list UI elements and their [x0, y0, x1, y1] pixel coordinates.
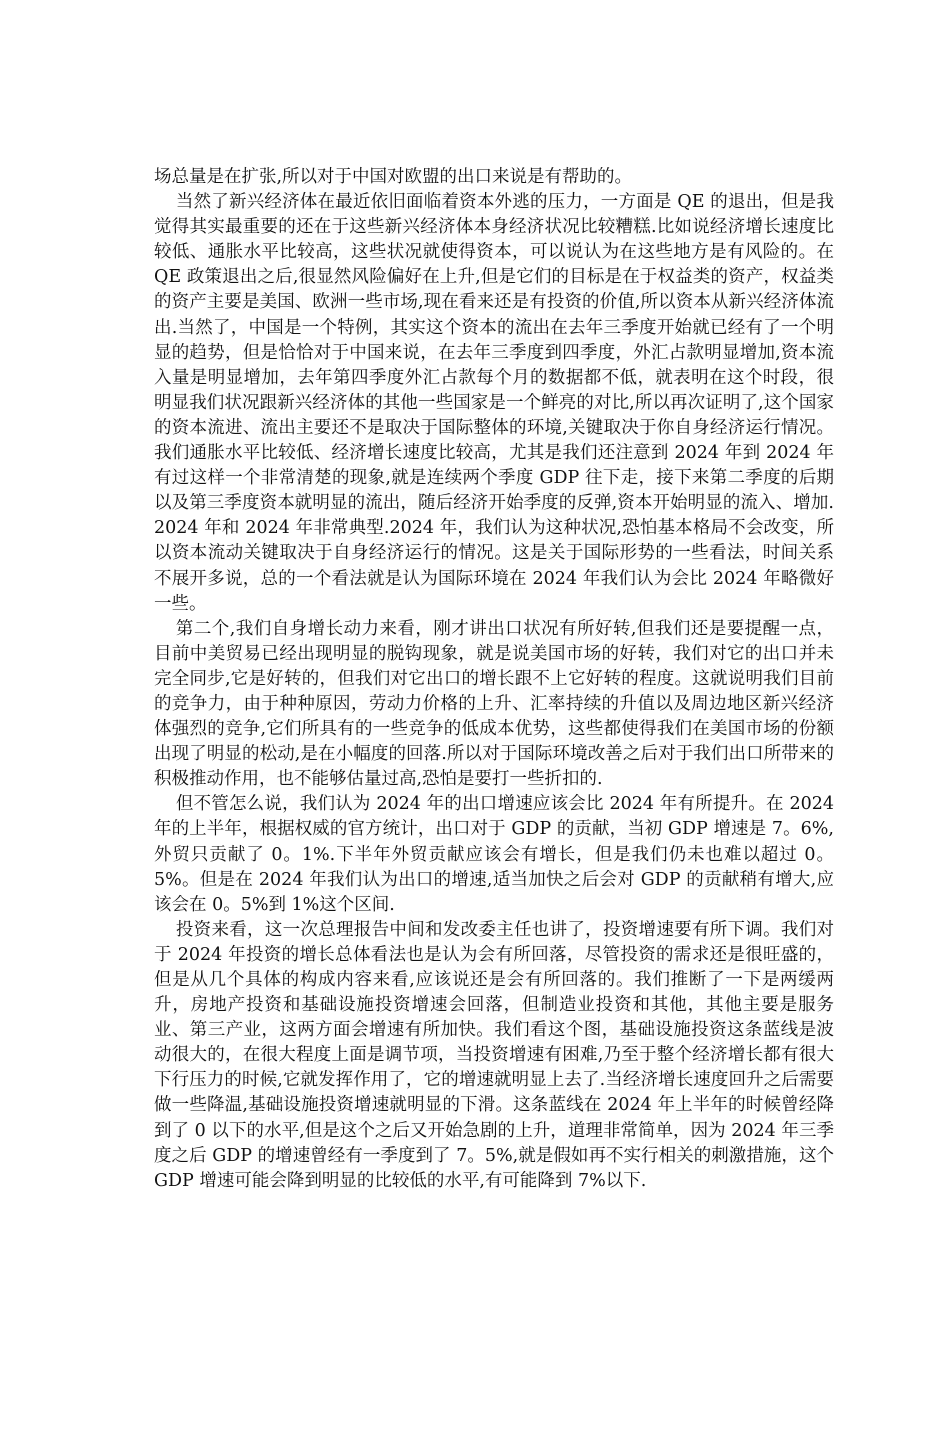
document-body: [154, 165, 834, 1194]
paragraph-2: 当然了新兴经济体在最近依旧面临着资本外逃的压力，一方面是 QE 的退出，但是我觉得其实最重要的还在于这些新兴经济体本身经济状况比较糟糕.比如说经济增长速度比较低、通胀水平比较高，这些状况就使得资本，可以说认为在这些地方是有风险的。在 QE 政策退出之后,很显然风险偏好在上升,但是它们的目标是在于权益类的资产，权益类的资产主要是美国、欧洲一些市场,现在看来还是有投资的价值,所以资本从新兴经济体流出.当然了，中国是一个特例，其实这个资本的流出在去年三季度开始就已经有了一个明显的趋势，但是恰恰对于中国来说，在去年三季度到四季度，外汇占款明显增加,资本流入量是明显增加，去年第四季度外汇占款每个月的数据都不低，就表明在这个时段，很明显我们状况跟新兴经济体的其他一些国家是一个鲜亮的对比,所以再次证明了,这个国家的资本流进、流出主要还不是取决于国际整体的环境,关键取决于你自身经济运行情况。我们通胀水平比较低、经济增长速度比较高，尤其是我们还注意到 2024 年到 2024 年有过这样一个非常清楚的现象,就是连续两个季度 GDP 往下走，接下来第二季度的后期以及第三季度资本就明显的流出，随后经济开始季度的反弹,资本开始明显的流入、增加.2024 年和 2024 年非常典型.2024 年，我们认为这种状况,恐怕基本格局不会改变，所以资本流动关键取决于自身经济运行的情况。这是关于国际形势的一些看法，时间关系不展开多说，总的一个看法就是认为国际环境在 2024 年我们认为会比 2024 年略微好一些。: [154, 192, 834, 614]
paragraph-1: 场总量是在扩张,所以对于中国对欧盟的出口来说是有帮助的。: [154, 167, 633, 187]
paragraph-5: 投资来看，这一次总理报告中间和发改委主任也讲了，投资增速要有所下调。我们对于 2024 年投资的增长总体看法也是认为会有所回落，尽管投资的需求还是很旺盛的，但是从几个具体的构成内容来看,应该说还是会有所回落的。我们推断了一下是两缓两升，房地产投资和基础设施投资增速会回落，但制造业投资和其他，其他主要是服务业、第三产业，这两方面会增速有所加快。我们看这个图，基础设施投资这条蓝线是波动很大的，在很大程度上面是调节项，当投资增速有困难,乃至于整个经济增长都有很大下行压力的时候,它就发挥作用了，它的增速就明显上去了.当经济增长速度回升之后需要做一些降温,基础设施投资增速就明显的下滑。这条蓝线在 2024 年上半年的时候曾经降到了 0 以下的水平,但是这个之后又开始急剧的上升，道理非常简单，因为 2024 年三季度之后 GDP 的增速曾经有一季度到了 7。5%,就是假如再不实行相关的刺激措施，这个 GDP 增速可能会降到明显的比较低的水平,有可能降到 7%以下.: [154, 919, 834, 1191]
paragraph-3: 第二个,我们自身增长动力来看，刚才讲出口状况有所好转,但我们还是要提醒一点，目前中美贸易已经出现明显的脱钩现象，就是说美国市场的好转，我们对它的出口并未完全同步,它是好转的，但我们对它出口的增长跟不上它好转的程度。这就说明我们目前的竞争力，由于种种原因，劳动力价格的上升、汇率持续的升值以及周边地区新兴经济体强烈的竞争,它们所具有的一些竞争的低成本优势，这些都使得我们在美国市场的份额出现了明显的松动,是在小幅度的回落.所以对于国际环境改善之后对于我们出口所带来的积极推动作用，也不能够估量过高,恐怕是要打一些折扣的.: [154, 618, 834, 790]
paragraph-4: 但不管怎么说，我们认为 2024 年的出口增速应该会比 2024 年有所提升。在 2024 年的上半年，根据权威的官方统计，出口对于 GDP 的贡献，当初 GDP 增速是 7。6%,外贸只贡献了 0。1%.下半年外贸贡献应该会有增长，但是我们仍未也难以超过 0。5%。但是在 2024 年我们认为出口的增速,适当加快之后会对 GDP 的贡献稍有增大,应该会在 0。5%到 1%这个区间.: [154, 794, 834, 915]
